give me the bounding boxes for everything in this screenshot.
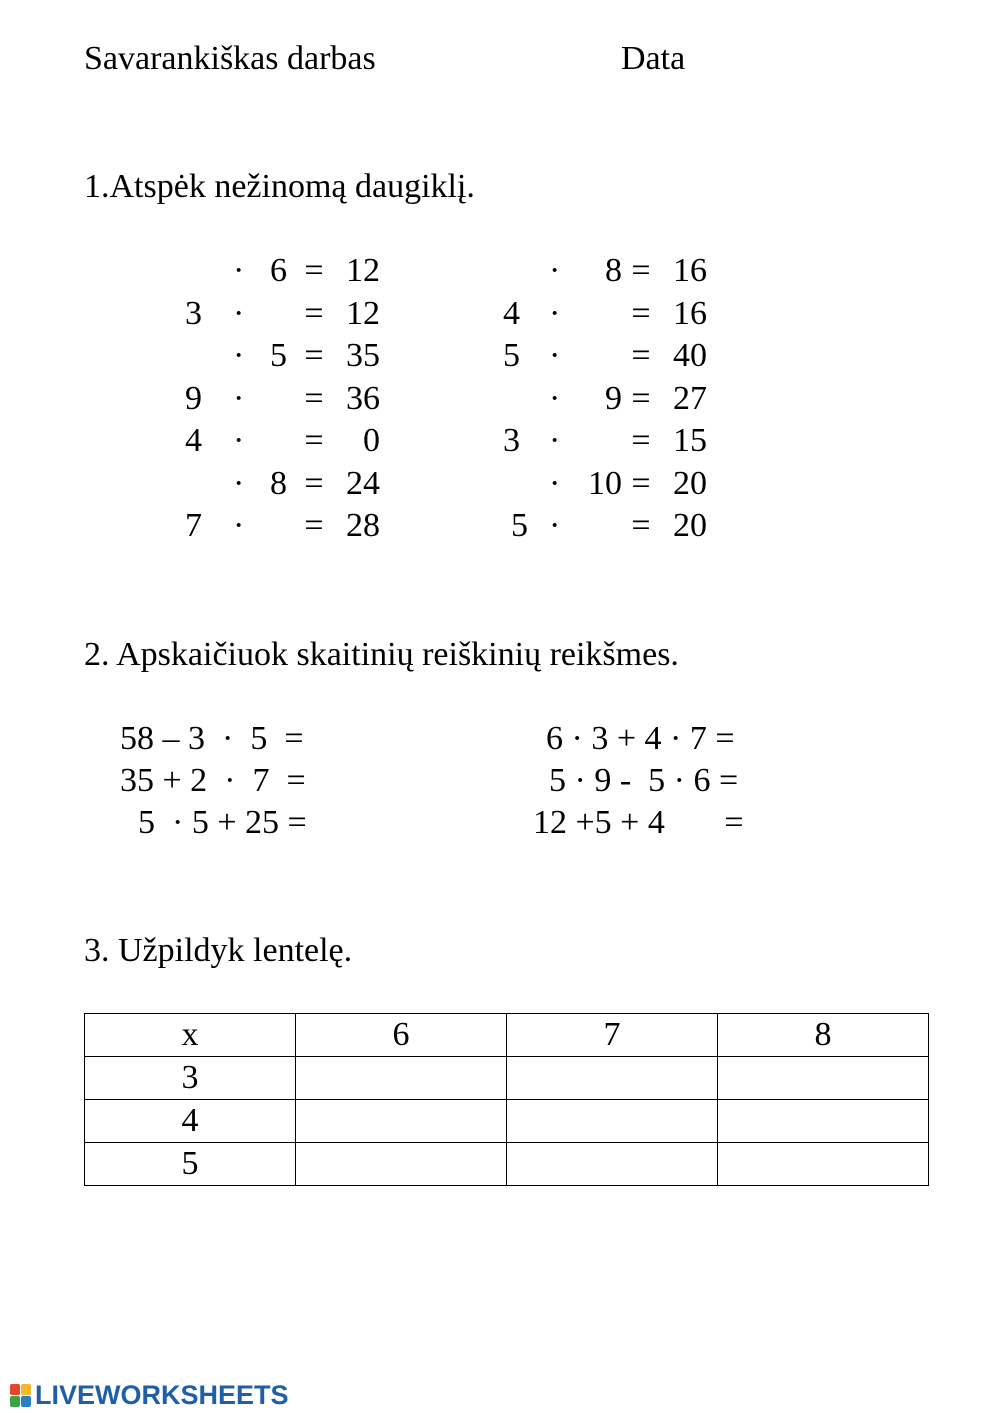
equation-factor: 9 [605,380,622,417]
equation-product: 27 [673,380,707,417]
equals-sign: = [631,252,651,289]
multiply-sign: · [233,252,245,289]
answer-cell[interactable] [507,1057,718,1100]
liveworksheets-logo [10,1380,289,1411]
equation-factor: 10 [588,465,622,502]
table-row-label: 4 [85,1100,296,1143]
multiply-sign: · [549,465,561,502]
equation-factor: 4 [503,295,520,332]
task2-expression: 58 – 3 · 5 = [120,720,304,757]
equals-sign: = [304,252,324,289]
equation-factor: 9 [185,380,202,417]
table-header-cell: 7 [507,1014,718,1057]
equals-sign: = [304,422,324,459]
task2-expression: 12 +5 + 4 = [533,804,744,841]
equation-factor: 4 [185,422,202,459]
equation-product: 16 [673,252,707,289]
equation-product: 24 [346,465,380,502]
table-header-cell: 8 [718,1014,929,1057]
equation-product: 40 [673,337,707,374]
multiplication-table [84,1013,929,1186]
equals-sign: = [304,465,324,502]
equation-product: 20 [673,465,707,502]
equation-factor: 3 [503,422,520,459]
equation-factor: 5 [503,337,520,374]
equation-factor: 6 [270,252,287,289]
equation-factor: 5 [511,507,528,544]
equals-sign: = [631,422,651,459]
multiply-sign: · [549,380,561,417]
answer-cell[interactable] [507,1143,718,1186]
answer-cell[interactable] [718,1057,929,1100]
answer-cell[interactable] [507,1100,718,1143]
table-row [85,1057,929,1100]
multiply-sign: · [233,507,245,544]
table-row-label: 5 [85,1143,296,1186]
equation-product: 12 [346,295,380,332]
equals-sign: = [304,337,324,374]
table-row [85,1143,929,1186]
equals-sign: = [304,295,324,332]
task2-heading: 2. Apskaičiuok skaitinių reiškinių reikšmes. [84,636,679,673]
equals-sign: = [631,295,651,332]
multiply-sign: · [549,337,561,374]
multiply-sign: · [233,380,245,417]
equation-product: 20 [673,507,707,544]
equation-factor: 7 [185,507,202,544]
multiply-sign: · [233,422,245,459]
equals-sign: = [631,507,651,544]
equation-factor: 8 [270,465,287,502]
multiply-sign: · [549,422,561,459]
equals-sign: = [304,507,324,544]
task2-expression: 5 · 9 - 5 · 6 = [549,762,739,799]
table-header-cell: x [85,1014,296,1057]
equals-sign: = [631,380,651,417]
task2-expression: 6 · 3 + 4 · 7 = [546,720,735,757]
equation-product: 35 [346,337,380,374]
task1-heading: 1.Atspėk nežinomą daugiklį. [84,168,475,205]
table-row [85,1100,929,1143]
equals-sign: = [631,465,651,502]
answer-cell[interactable] [718,1100,929,1143]
liveworksheets-logo-icon [10,1384,32,1408]
brand-name: LIVEWORKSHEETS [35,1380,289,1410]
equals-sign: = [631,337,651,374]
worksheet-title: Savarankiškas darbas [84,40,376,77]
multiply-sign: · [549,507,561,544]
answer-cell[interactable] [718,1143,929,1186]
answer-cell[interactable] [296,1057,507,1100]
equation-factor: 5 [270,337,287,374]
equation-factor: 3 [185,295,202,332]
task3-heading: 3. Užpildyk lentelę. [84,932,353,969]
multiply-sign: · [549,295,561,332]
table-header-row [85,1014,929,1057]
answer-cell[interactable] [296,1143,507,1186]
table-header-cell: 6 [296,1014,507,1057]
equation-product: 36 [346,380,380,417]
equals-sign: = [304,380,324,417]
multiply-sign: · [233,295,245,332]
multiply-sign: · [549,252,561,289]
multiply-sign: · [233,337,245,374]
table-row-label: 3 [85,1057,296,1100]
multiply-sign: · [233,465,245,502]
equation-product: 28 [346,507,380,544]
equation-product: 15 [673,422,707,459]
answer-cell[interactable] [296,1100,507,1143]
date-label: Data [621,40,686,77]
equation-product: 16 [673,295,707,332]
task2-expression: 35 + 2 · 7 = [120,762,306,799]
equation-factor: 8 [605,252,622,289]
task2-expression: 5 · 5 + 25 = [138,804,307,841]
equation-product: 0 [363,422,380,459]
equation-product: 12 [346,252,380,289]
